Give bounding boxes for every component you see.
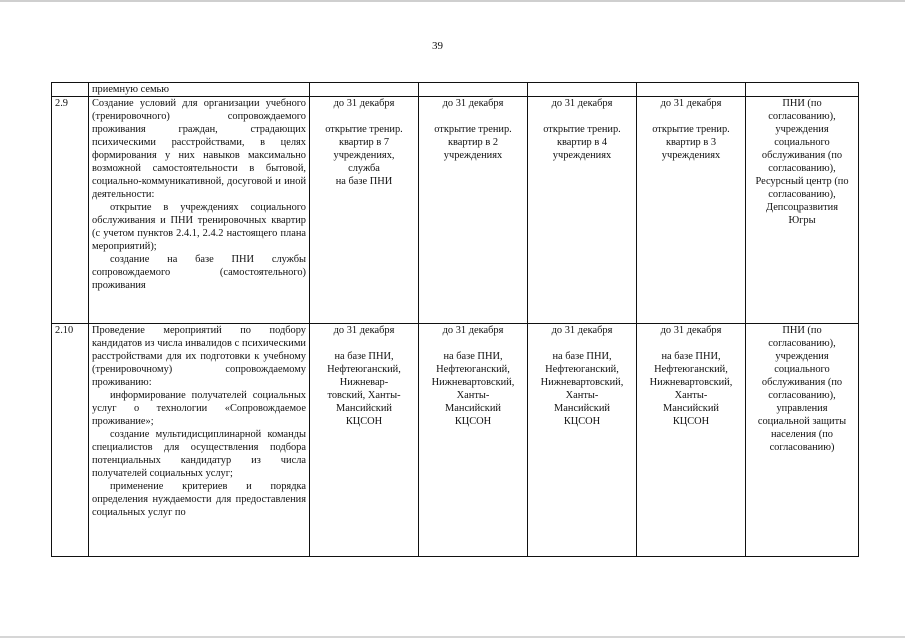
activity-paragraph: информирование получателей социальных услуг о технологии «Сопровождаемое проживание»; [92,390,306,427]
period-cell [637,324,746,557]
period-cell [419,83,528,97]
activity-paragraph: Проведение мероприятий по подбору кандидатов из числа инвалидов с психическими расстройствами для их подготовки к учебному (тренировочному) сопровождаемому проживанию: [92,325,306,388]
deadline-text: до 31 декабря [333,98,395,109]
table-row [52,83,859,97]
period-note: на базе ПНИ, Нефтеюганский, Нижневартовский, Ханты- Мансийский КЦСОН [431,351,515,427]
period-note: открытие тренир. квартир в 7 учреждениях, служба на базе ПНИ [325,124,403,187]
period-cell [528,97,637,324]
period-note: открытие тренир. квартир в 4 учреждениях [543,124,621,161]
period-cell [310,324,419,557]
page-number: 39 [432,40,443,52]
period-cell [310,97,419,324]
activity-paragraph: Создание условий для организации учебного (тренировочного) сопровождаемого проживания граждан, страдающих психическими расстройствами, в целях формирования у них навыков максимально возможной самостоятельности в бытовой, социально-коммуникативной, досуговой и иной деятельности: [92,98,306,200]
deadline-text: до 31 декабря [660,325,722,336]
period-note: на базе ПНИ, Нефтеюганский, Нижневартовский, Ханты- Мансийский КЦСОН [540,351,624,427]
period-note: на базе ПНИ, Нефтеюганский, Нижневар- товский, Ханты- Мансийский КЦСОН [327,351,401,427]
activity-paragraph: создание на базе ПНИ службы сопровождаемого (самостоятельного) проживания [92,254,306,291]
deadline-text: до 31 декабря [551,98,613,109]
scan-bottom-edge [0,636,905,638]
period-cell [310,83,419,97]
activity-paragraph: создание мультидисциплинарной команды специалистов для осуществления подбора потенциальных кандидатур из числа получателей социальных услуг; [92,429,306,479]
activity-description-cell [89,97,310,324]
period-cell [637,97,746,324]
period-cell [528,83,637,97]
period-cell [419,97,528,324]
period-cell [419,324,528,557]
item-number: 2.10 [52,324,89,557]
item-number: 2.9 [52,97,89,324]
responsible-cell [746,97,859,324]
activity-description-cell: приемную семью [89,83,310,97]
activity-description-cell [89,324,310,557]
deadline-text: до 31 декабря [551,325,613,336]
period-note: открытие тренир. квартир в 2 учреждениях [434,124,512,161]
period-cell [528,324,637,557]
activity-paragraph: применение критериев и порядка определения нуждаемости для предоставления социальных услуг по [92,481,306,518]
deadline-text: до 31 декабря [333,325,395,336]
period-note: открытие тренир. квартир в 3 учреждениях [652,124,730,161]
responsible-cell [746,324,859,557]
period-cell [637,83,746,97]
activity-paragraph: открытие в учреждениях социального обслуживания и ПНИ тренировочных квартир (с учетом пунктов 2.4.1, 2.4.2 настоящего плана мероприятий); [92,202,306,252]
deadline-text: до 31 декабря [442,98,504,109]
responsible-text: ПНИ (по согласованию), учреждения социального обслуживания (по согласованию), Ресурсный центр (по согласованию), Депсоцразвития Югры [755,98,849,226]
item-number-cell [52,83,89,97]
responsible-cell [746,83,859,97]
activity-plan-table [51,82,859,557]
period-note: на базе ПНИ, Нефтеюганский, Нижневартовский, Ханты- Мансийский КЦСОН [649,351,733,427]
table-row [52,97,859,324]
deadline-text: до 31 декабря [660,98,722,109]
deadline-text: до 31 декабря [442,325,504,336]
responsible-text: ПНИ (по согласованию), учреждения социального обслуживания (по согласованию), управления социальной защиты населения (по согласованию) [757,325,847,453]
scan-top-edge [0,0,905,2]
table-row [52,324,859,557]
